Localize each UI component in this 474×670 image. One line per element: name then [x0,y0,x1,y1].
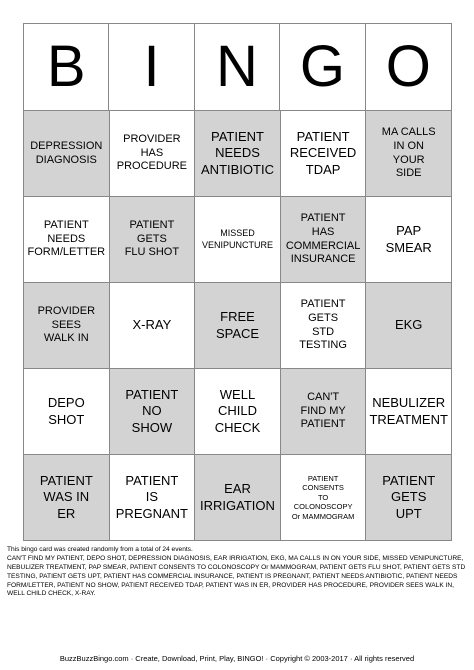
bingo-cell[interactable]: PATIENT GETS FLU SHOT [110,197,196,283]
bingo-cell[interactable]: PAP SMEAR [366,197,452,283]
footer-description [7,546,467,599]
bingo-cell[interactable]: EAR IRRIGATION [195,455,281,541]
bingo-cell[interactable]: FREE SPACE [195,283,281,369]
bingo-grid [23,110,452,541]
bingo-cell[interactable]: PATIENT RECEIVED TDAP [281,111,367,197]
header-letter-o: O [385,34,431,99]
bingo-cell[interactable]: DEPO SHOT [24,369,110,455]
bingo-cell[interactable]: PROVIDER HAS PROCEDURE [110,111,196,197]
bingo-cell[interactable]: PATIENT NEEDS ANTIBIOTIC [195,111,281,197]
bingo-cell[interactable]: WELL CHILD CHECK [195,369,281,455]
bingo-cell[interactable]: PATIENT NEEDS FORM/LETTER [24,197,110,283]
header-letter-n: N [195,24,280,110]
header-letter-i: I [109,24,194,110]
bingo-cell[interactable]: MISSED VENIPUNCTURE [195,197,281,283]
copyright-line: BuzzBuzzBingo.com · Create, Download, Print, Play, BINGO! · Copyright © 2003-2017 · All rights reserved [59,654,415,663]
bingo-cell[interactable]: PATIENT WAS IN ER [24,455,110,541]
bingo-cell[interactable]: PATIENT NO SHOW [110,369,196,455]
header-letter-b: B [24,24,109,110]
bingo-card [23,23,452,541]
bingo-cell[interactable]: PATIENT GETS STD TESTING [281,283,367,369]
footer-events-list: CAN'T FIND MY PATIENT, DEPO SHOT, DEPRESSION DIAGNOSIS, EAR IRRIGATION, EKG, MA CALLS IN ON YOUR SIDE, MISSED VENIPUNCTURE, NEBULIZER TREATMENT, PAP SMEAR, PATIENT CONSENTS TO COLONOSCOPY Or MAMMOGRAM, PATIENT GETS FLU SHOT, PATIENT GETS STD TESTING, PATIENT GETS UPT, PATIENT HAS COMMERCIAL INSURANCE, PATIENT IS PREGNANT, PATIENT NEEDS ANTIBIOTIC, PATIENT NEEDS FORM/LETTER, PATIENT NO SHOW, PATIENT RECEIVED TDAP, PATIENT WAS IN ER, PROVIDER HAS PROCEDURE, PROVIDER SEES WALK IN, WELL CHILD CHECK, X-RAY. [7,554,466,598]
bingo-cell[interactable]: EKG [366,283,452,369]
bingo-cell[interactable]: PATIENT GETS UPT [366,455,452,541]
bingo-cell[interactable]: PATIENT CONSENTS TO COLONOSCOPY Or MAMMOGRAM [281,455,367,541]
bingo-cell[interactable]: NEBULIZER TREATMENT [366,369,452,455]
bingo-cell[interactable]: DEPRESSION DIAGNOSIS [24,111,110,197]
bingo-cell[interactable]: CAN'T FIND MY PATIENT [281,369,367,455]
bingo-cell[interactable]: PATIENT IS PREGNANT [110,455,196,541]
bingo-cell[interactable]: PATIENT HAS COMMERCIAL INSURANCE [281,197,367,283]
bingo-header [23,23,452,110]
bingo-cell[interactable]: MA CALLS IN ON YOUR SIDE [366,111,452,197]
footer-note: This bingo card was created randomly from a total of 24 events. [7,546,193,553]
bingo-cell[interactable]: X-RAY [110,283,196,369]
bingo-cell[interactable]: PROVIDER SEES WALK IN [24,283,110,369]
header-letter-g: G [280,24,365,110]
